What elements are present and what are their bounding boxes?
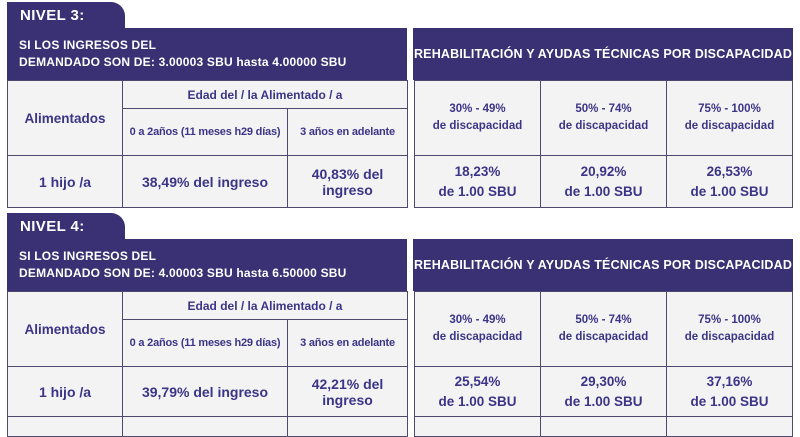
disability-range-75-100-cell xyxy=(666,292,792,367)
sbu-pct-value: 26,53% xyxy=(706,163,753,179)
income-line-2: DEMANDADO SON DE: 3.00003 SBU hasta 4.00000 SBU xyxy=(19,55,347,70)
income-pct-0-2-cell: 39,79% del ingreso xyxy=(123,367,288,417)
cutoff-row-cell xyxy=(541,417,667,437)
disability-range-50-74-cell xyxy=(541,81,667,156)
level-3-header-row xyxy=(7,28,793,80)
level-3-body xyxy=(7,80,793,208)
income-line-1: SI LOS INGRESOS DEL xyxy=(19,38,157,52)
sbu-unit: de 1.00 SBU xyxy=(564,183,643,199)
level-4-header-row xyxy=(7,239,793,291)
children-count-cell: 1 hijo /a xyxy=(8,156,123,208)
disability-range-30-49-cell xyxy=(415,81,541,156)
range-sub: de discapacidad xyxy=(432,120,523,132)
range-sub: de discapacidad xyxy=(432,331,523,343)
range-sub: de discapacidad xyxy=(684,331,775,343)
level-3-disability-table xyxy=(414,80,793,208)
level-4-section xyxy=(7,213,793,437)
sbu-pct-75-100-cell xyxy=(666,367,792,417)
sbu-pct-75-100-cell xyxy=(666,156,792,208)
age-col-0-2-cell: 0 a 2años (11 meses h29 días) xyxy=(123,109,288,156)
income-line-2: DEMANDADO SON DE: 4.00003 SBU hasta 6.50000 SBU xyxy=(19,266,347,281)
level-3-tab-label: NIVEL 3: xyxy=(20,6,85,24)
range-value: 50% - 74% xyxy=(575,313,632,326)
cutoff-row-cell xyxy=(666,417,792,437)
alimentados-header-cell: Alimentados xyxy=(8,81,123,156)
sbu-unit: de 1.00 SBU xyxy=(564,393,643,409)
level-3-age-table xyxy=(7,80,408,208)
cutoff-row-cell xyxy=(288,417,408,437)
age-col-0-2-cell: 0 a 2años (11 meses h29 días) xyxy=(123,320,288,367)
sbu-unit: de 1.00 SBU xyxy=(690,393,769,409)
sbu-unit: de 1.00 SBU xyxy=(438,183,517,199)
sbu-pct-value: 37,16% xyxy=(706,373,753,389)
range-sub: de discapacidad xyxy=(558,331,649,343)
level-4-disability-table xyxy=(414,291,793,437)
age-col-3plus-cell: 3 años en adelante xyxy=(288,109,408,156)
level-4-tab xyxy=(7,213,125,239)
range-sub: de discapacidad xyxy=(684,120,775,132)
age-header-cell: Edad del / la Alimentado / a xyxy=(123,292,408,320)
range-value: 30% - 49% xyxy=(449,102,506,115)
range-value: 75% - 100% xyxy=(698,102,761,115)
sbu-unit: de 1.00 SBU xyxy=(438,393,517,409)
age-header-cell: Edad del / la Alimentado / a xyxy=(123,81,408,109)
sbu-pct-50-74-cell xyxy=(541,156,667,208)
range-value: 50% - 74% xyxy=(575,102,632,115)
range-value: 75% - 100% xyxy=(698,313,761,326)
level-3-section xyxy=(7,2,793,208)
sbu-unit: de 1.00 SBU xyxy=(690,183,769,199)
level-3-rehab-header xyxy=(413,28,793,80)
disability-range-30-49-cell xyxy=(415,292,541,367)
range-value: 30% - 49% xyxy=(449,313,506,326)
sbu-pct-value: 29,30% xyxy=(580,373,627,389)
level-3-tab xyxy=(7,2,125,28)
level-4-income-header xyxy=(7,239,407,291)
rehab-header-label: REHABILITACIÓN Y AYUDAS TÉCNICAS POR DISCAPACIDAD xyxy=(413,47,793,61)
disability-range-75-100-cell xyxy=(666,81,792,156)
level-4-rehab-header xyxy=(413,239,793,291)
income-line-1: SI LOS INGRESOS DEL xyxy=(19,249,157,263)
sbu-pct-50-74-cell xyxy=(541,367,667,417)
level-4-age-table xyxy=(7,291,408,437)
cutoff-row-cell xyxy=(415,417,541,437)
sbu-pct-value: 18,23% xyxy=(454,163,501,179)
range-sub: de discapacidad xyxy=(558,120,649,132)
income-pct-3plus-cell: 42,21% del ingreso xyxy=(288,367,408,417)
disability-range-50-74-cell xyxy=(541,292,667,367)
level-3-income-header xyxy=(7,28,407,80)
income-pct-0-2-cell: 38,49% del ingreso xyxy=(123,156,288,208)
alimentados-header-cell: Alimentados xyxy=(8,292,123,367)
cutoff-row-cell xyxy=(8,417,123,437)
age-col-3plus-cell: 3 años en adelante xyxy=(288,320,408,367)
level-4-tab-label: NIVEL 4: xyxy=(20,217,85,235)
children-count-cell: 1 hijo /a xyxy=(8,367,123,417)
sbu-pct-30-49-cell xyxy=(415,367,541,417)
cutoff-row-cell xyxy=(123,417,288,437)
income-pct-3plus-cell: 40,83% del ingreso xyxy=(288,156,408,208)
sbu-pct-value: 25,54% xyxy=(454,373,501,389)
sbu-pct-value: 20,92% xyxy=(580,163,627,179)
rehab-header-label: REHABILITACIÓN Y AYUDAS TÉCNICAS POR DISCAPACIDAD xyxy=(413,258,793,272)
sbu-pct-30-49-cell xyxy=(415,156,541,208)
level-4-body xyxy=(7,291,793,437)
